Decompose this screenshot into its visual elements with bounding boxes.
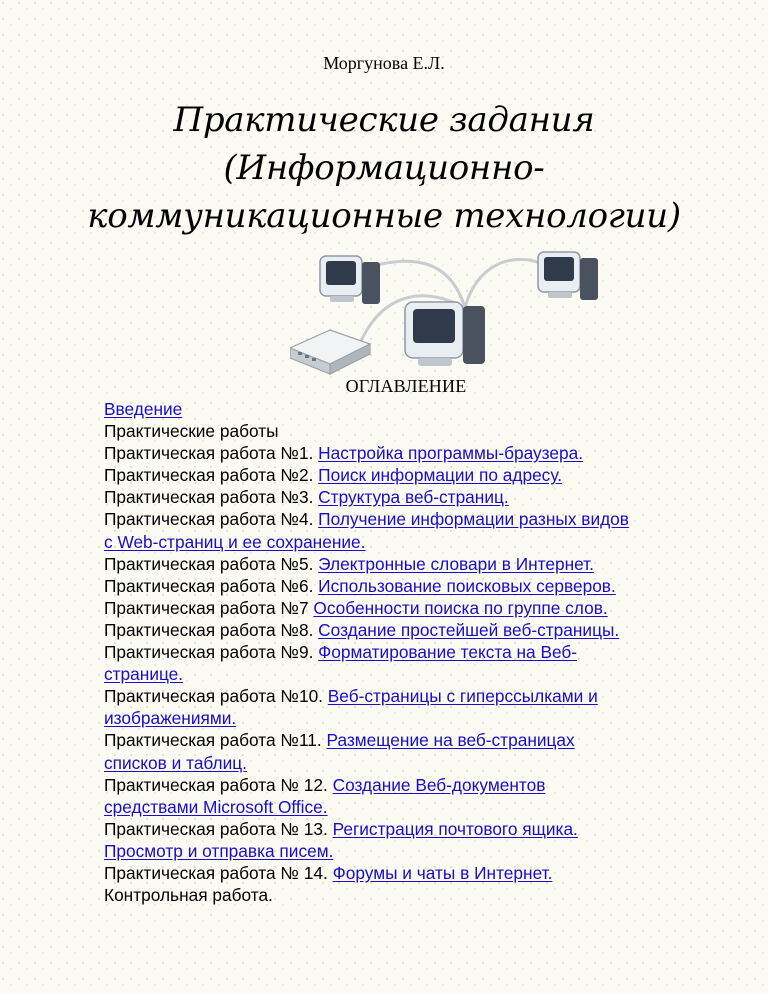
toc-item-prefix: Практическая работа №8.: [104, 619, 319, 640]
toc-item-line: [104, 486, 724, 508]
toc-item-link[interactable]: Размещение на веб-страницах: [326, 730, 575, 751]
table-of-contents: [104, 398, 724, 906]
toc-items: [104, 442, 724, 884]
title-line-3: коммуникационные технологии): [87, 196, 681, 236]
toc-item-line: [104, 619, 724, 641]
toc-item-link[interactable]: Создание простейшей веб-страницы.: [318, 619, 620, 640]
toc-item-link[interactable]: Форматирование текста на Веб-: [318, 642, 578, 663]
toc-item-line: [104, 575, 724, 597]
toc-item-line: [104, 774, 724, 796]
toc-item-link[interactable]: Электронные словари в Интернет.: [318, 553, 594, 574]
toc-item-line: [104, 752, 724, 774]
toc-item-link[interactable]: Веб-страницы с гиперссылками и: [327, 686, 598, 707]
toc-item-link[interactable]: средствами Microsoft Office.: [104, 796, 328, 817]
toc-item-line: [104, 818, 724, 840]
author-name: Моргунова Е.Л.: [323, 53, 445, 73]
toc-item-line: [104, 685, 724, 707]
toc-item-prefix: Практическая работа № 12.: [104, 774, 333, 795]
toc-item-prefix: Практическая работа № 14.: [104, 862, 333, 883]
toc-item-link[interactable]: изображениями.: [104, 708, 237, 729]
network-hub-icon: [290, 330, 370, 374]
title-line-2: (Информационно-: [223, 148, 545, 188]
toc-item-link[interactable]: с Web-страниц и ее сохранение.: [104, 531, 366, 552]
toc-item-prefix: Практическая работа №11.: [104, 730, 327, 751]
toc-item-line: [104, 796, 724, 818]
toc-item-prefix: Практическая работа №10.: [104, 686, 328, 707]
document-title: [20, 96, 748, 240]
toc-item-link[interactable]: Создание Веб-документов: [332, 774, 546, 795]
toc-item-line: [104, 729, 724, 751]
toc-item-line: [104, 707, 724, 729]
toc-item-line: [104, 508, 724, 530]
toc-final-item: Контрольная работа.: [104, 885, 273, 906]
toc-item-prefix: Практическая работа №3.: [104, 487, 319, 508]
toc-item-line: [104, 531, 724, 553]
toc-item-line: [104, 464, 724, 486]
toc-item-link[interactable]: Регистрация почтового ящика.: [332, 818, 578, 839]
computer-left-icon: [320, 256, 380, 304]
toc-item-line: [104, 442, 724, 464]
toc-item-link[interactable]: списков и таблиц.: [104, 752, 247, 773]
toc-heading: ОГЛАВЛЕНИЕ: [345, 376, 467, 396]
toc-item-line: [104, 840, 724, 862]
toc-item-link[interactable]: Поиск информации по адресу.: [318, 465, 563, 486]
toc-item-link[interactable]: Особенности поиска по группе слов.: [313, 597, 608, 618]
toc-item-link[interactable]: странице.: [104, 664, 184, 685]
toc-item-link[interactable]: Форумы и чаты в Интернет.: [332, 862, 553, 883]
toc-item-line: [104, 862, 724, 884]
toc-item-line: [104, 597, 724, 619]
toc-line: [104, 398, 724, 420]
toc-item-link[interactable]: Настройка программы-браузера.: [318, 443, 584, 464]
toc-item-prefix: Практическая работа №9.: [104, 642, 319, 663]
toc-item-prefix: Практическая работа №5.: [104, 553, 319, 574]
computer-right-icon: [538, 252, 598, 300]
toc-item-prefix: Практическая работа №2.: [104, 465, 319, 486]
toc-item-prefix: Практическая работа №7: [104, 597, 314, 618]
toc-item-line: [104, 641, 724, 663]
toc-item-link[interactable]: Структура веб-страниц.: [318, 487, 509, 508]
toc-item-link[interactable]: Использование поисковых серверов.: [318, 575, 616, 596]
toc-item-line: [104, 553, 724, 575]
toc-item-prefix: Практическая работа №4.: [104, 509, 319, 530]
toc-item-prefix: Практическая работа №1.: [104, 443, 319, 464]
toc-item-prefix: Практическая работа №6.: [104, 575, 319, 596]
computer-center-icon: [405, 302, 485, 366]
toc-item-prefix: Практическая работа № 13.: [104, 818, 333, 839]
title-line-1: Практические задания: [173, 100, 595, 140]
toc-section-label: Практические работы: [104, 421, 279, 442]
toc-item-line: [104, 663, 724, 685]
network-computers-illustration: [290, 248, 630, 378]
toc-item-link[interactable]: Получение информации разных видов: [318, 509, 629, 530]
toc-item-link[interactable]: Просмотр и отправка писем.: [104, 840, 334, 861]
toc-link-introduction[interactable]: Введение: [104, 399, 183, 419]
